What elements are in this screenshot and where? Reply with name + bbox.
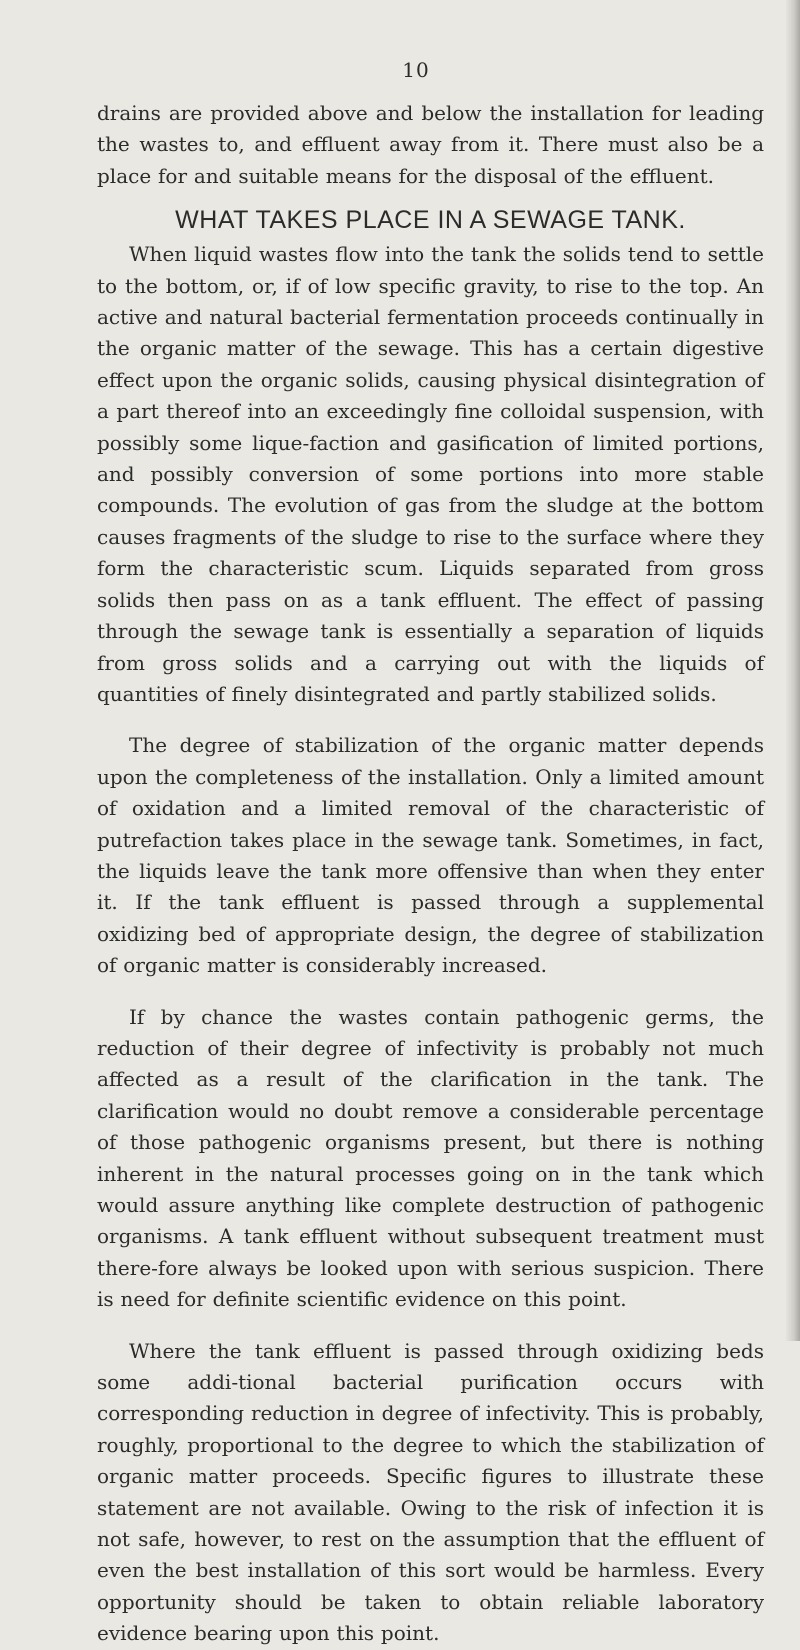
page-edge-shadow bbox=[786, 0, 800, 1341]
paragraph-oxidizing-beds: Where the tank effluent is passed through oxidizing beds some addi-tional bacterial purification occurs with corresponding reduction in degree of infectivity. This is probably, roughly, proportional to the degree to which the stabilization of organic matter proceeds. Specific figures to illustrate these statement are not available. Owing to the risk of infection it is not safe, however, to rest on the assumption that the effluent of even the best installation of this sort would be harmless. Every opportunity should be taken to obtain reliable laboratory evidence bearing upon this point. bbox=[97, 1338, 764, 1646]
paragraph-pathogenic-germs: If by chance the wastes contain pathogenic germs, the reduction of their degree of infectivity is probably not much affected as a result of the clarification in the tank. The clarification would no doubt remove a considerable percentage of those pathogenic organisms present, but there is nothing inherent in the natural processes going on in the tank which would assure anything like complete destruction of pathogenic organisms. A tank effluent without subsequent treatment must there-fore always be looked upon with serious suspicion. There is need for definite scientific evidence on this point. bbox=[97, 1004, 764, 1312]
paragraph-tank-process: When liquid wastes flow into the tank the solids tend to settle to the bottom, or, if of low specific gravity, to rise to the top. An active and natural bacterial fermentation proceeds continually in the organic matter of the sewage. This has a certain digestive effect upon the organic solids, causing physical disintegration of a part thereof into an exceedingly fine colloidal suspension, with possibly some lique-faction and gasification of limited portions, and possibly conversion of some portions into more stable compounds. The evolution of gas from the sludge at the bottom causes fragments of the sludge to rise to the surface where they form the characteristic scum. Liquids separated from gross solids then pass on as a tank effluent. The effect of passing through the sewage tank is essentially a separation of liquids from gross solids and a carrying out with the liquids of quantities of finely disintegrated and partly stabilized solids. bbox=[97, 242, 764, 706]
page-body bbox=[97, 98, 764, 1650]
paragraph-stabilization: The degree of stabilization of the organic matter depends upon the completeness of the installation. Only a limited amount of oxidation and a limited removal of the characteristic of putrefaction takes place in the sewage tank. Sometimes, in fact, the liquids leave the tank more offensive than when they enter it. If the tank effluent is passed through a supplemental oxidizing bed of appropriate design, the degree of stabilization of organic matter is considerably increased. bbox=[97, 733, 764, 978]
intro-paragraph: drains are provided above and below the installation for leading the wastes to, and effluent away from it. There must also be a place for and suitable means for the disposal of the effluent. bbox=[97, 101, 764, 188]
section-heading: WHAT TAKES PLACE IN A SEWAGE TANK. bbox=[175, 206, 686, 235]
page-number: 10 bbox=[402, 58, 430, 82]
